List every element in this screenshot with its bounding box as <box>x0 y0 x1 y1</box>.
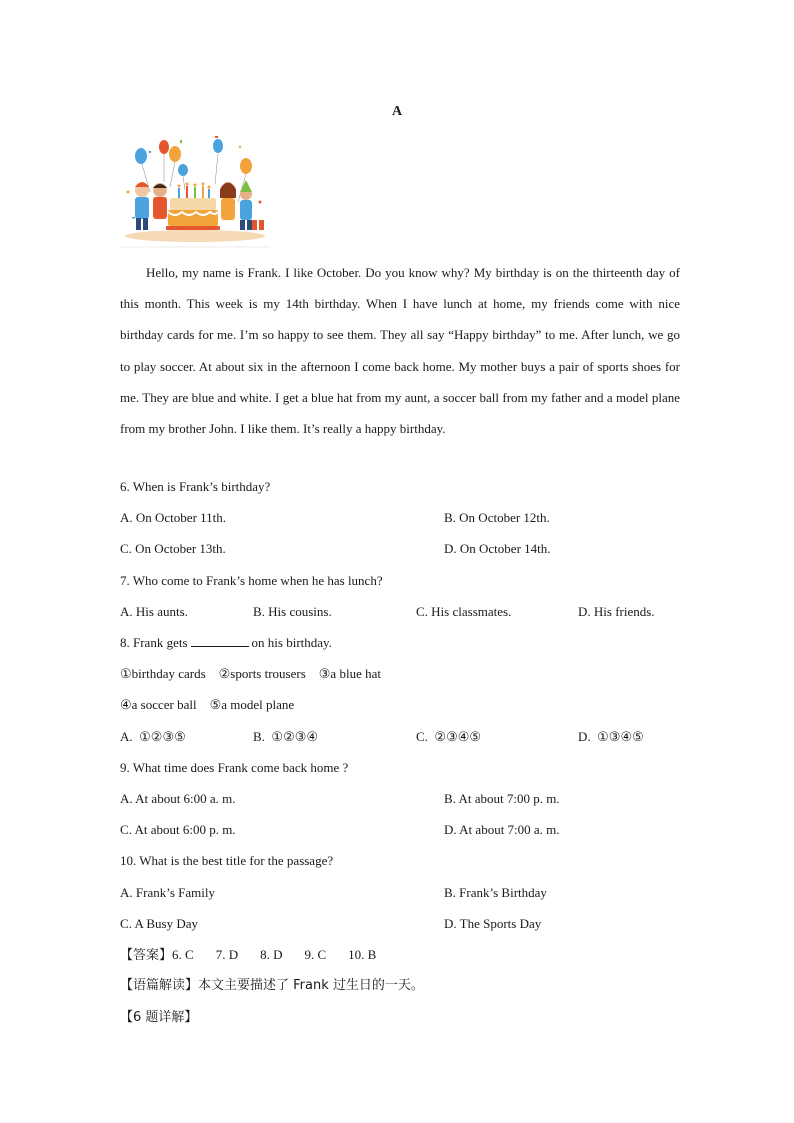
question-6-option-c: C. On October 13th. <box>120 541 226 556</box>
summary-text: 本文主要描述了 Frank 过生日的一天。 <box>198 978 424 993</box>
question-9-option-d: D. At about 7:00 a. m. <box>444 822 560 837</box>
question-7-option-c: C. His classmates. <box>416 604 512 619</box>
question-7-option-d: D. His friends. <box>578 604 655 619</box>
birthday-party-illustration <box>120 132 270 248</box>
answer-item: 7. D <box>215 947 239 962</box>
question-7-stem: 7. Who come to Frank’s home when he has lunch? <box>120 573 383 588</box>
question-8-option-c: C. ②③④⑤ <box>416 729 482 744</box>
passage-line: After lunch, we go to play soccer. At about six in the afternoon I come back home. My mother <box>120 327 680 374</box>
question-10-option-c: C. A Busy Day <box>120 916 199 931</box>
question-8-stem-after: on his birthday. <box>251 635 332 650</box>
question-10-option-a: A. Frank’s Family <box>120 885 215 900</box>
question-8-option-d: D. ①③④⑤ <box>578 729 644 744</box>
passage-line: Hello, my name is Frank. I like October. Do you know why? My birthday is on the thirteenth <box>146 265 643 280</box>
passage-line: ball from my father and a model plane from my brother John. I like them. It’s really a happy <box>120 389 680 437</box>
passage-line: birthday. <box>399 421 446 437</box>
question-10-stem: 10. What is the best title for the passage? <box>120 853 334 868</box>
question-9-option-b: B. At about 7:00 p. m. <box>444 791 560 806</box>
question-8-stem-before: 8. Frank gets <box>120 635 188 650</box>
summary-label: 【语篇解读】 <box>120 978 199 993</box>
answer-blank <box>191 634 249 647</box>
question-7-option-b: B. His cousins. <box>253 604 332 619</box>
answer-item: 9. C <box>304 947 327 962</box>
question-6-option-d: D. On October 14th. <box>444 541 551 556</box>
question-8-option-b: B. ①②③④ <box>253 729 319 744</box>
question-6-option-a: A. On October 11th. <box>120 510 227 525</box>
reading-passage <box>120 257 680 444</box>
answer-key <box>120 945 398 965</box>
answer-item: 8. D <box>260 947 283 962</box>
question-9-option-c: C. At about 6:00 p. m. <box>120 822 236 837</box>
question-6-stem: 6. When is Frank’s birthday? <box>120 479 271 494</box>
question-10-option-d: D. The Sports Day <box>444 916 542 931</box>
question-9-option-a: A. At about 6:00 a. m. <box>120 791 236 806</box>
passage-summary <box>120 976 424 996</box>
question-8-stem <box>120 633 332 653</box>
question-10-option-b: B. Frank’s Birthday <box>444 885 547 900</box>
answer-key-label: 【答案】 <box>120 948 173 963</box>
question-8-items-line-1: ①birthday cards ②sports trousers ③a blue hat <box>120 666 381 681</box>
question-9-stem: 9. What time does Frank come back home ? <box>120 760 349 775</box>
passage-line: buys a pair of sports shoes for me. They are blue and white. I get a blue hat from my aunt, a soccer <box>120 358 680 405</box>
answer-item: 6. C <box>172 947 194 962</box>
birthday-cake-icon <box>166 183 220 231</box>
section-label: A <box>391 104 403 119</box>
question-6-option-b: B. On October 12th. <box>444 510 550 525</box>
question-6-detail-heading: 【6 题详解】 <box>120 1010 198 1025</box>
answer-item: 10. B <box>348 947 377 962</box>
question-8-items-line-2: ④a soccer ball ⑤a model plane <box>120 697 295 712</box>
passage-line: day of this month. This week is my 14th birthday. When I have lunch at home, my friends come <box>120 265 680 312</box>
question-8-option-a: A. ①②③⑤ <box>120 729 186 744</box>
question-7-option-a: A. His aunts. <box>120 604 188 619</box>
gift-box-icon <box>252 220 264 230</box>
passage-line: with nice birthday cards for me. I’m so happy to see them. They all say “Happy birthday” to me. <box>120 296 680 343</box>
